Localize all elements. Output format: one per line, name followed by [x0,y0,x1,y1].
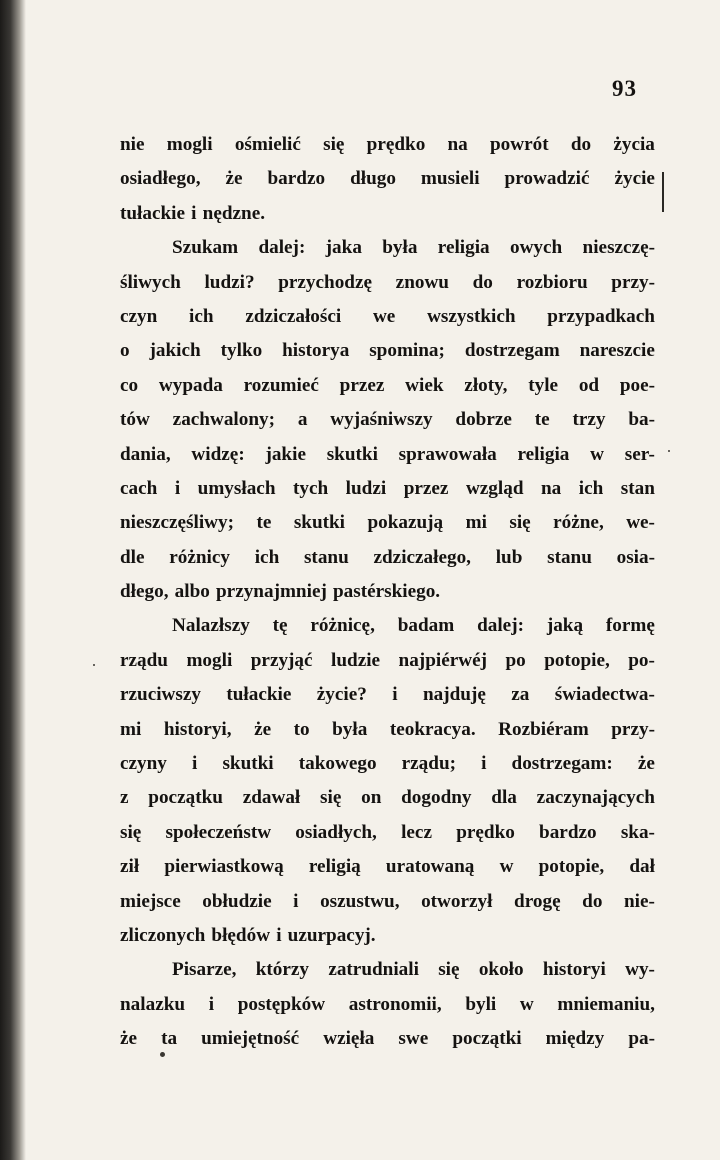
text-line: się społeczeństw osiadłych, lecz prędko bardzo ska- [120,821,655,843]
margin-mark [662,172,664,212]
text-line: rzuciwszy tułackie życie? i najduję za świadectwa- [120,684,655,706]
paragraph [120,128,655,231]
text-line: dle różnicy ich stanu zdziczałego, lub stanu osia- [120,546,655,568]
text-line: że ta umiejętność wzięła swe początki między pa- [120,1028,655,1050]
text-line: nieszczęśliwy; te skutki pokazują mi się różne, we- [120,512,655,534]
text-line: z początku zdawał się on dogodny dla zaczynających [120,787,655,809]
text-line: osiadłego, że bardzo długo musieli prowadzić życie [120,168,655,190]
paragraph [120,953,655,1056]
ink-speck [668,450,670,452]
body-text [120,128,655,1057]
text-line: co wypada rozumieć przez wiek złoty, tyle od poe- [120,374,655,396]
text-line: miejsce obłudzie i oszustwu, otworzył drogę do nie- [120,890,655,912]
text-line: śliwych ludzi? przychodzę znowu do rozbioru przy- [120,271,655,293]
text-line: czyn ich zdziczałości we wszystkich przypadkach [120,305,655,327]
ink-speck [160,1052,165,1057]
text-line: czyny i skutki takowego rządu; i dostrzegam: że [120,753,655,775]
text-line: ził pierwiastkową religią uratowaną w potopie, dał [120,856,655,878]
text-line: Nalazłszy tę różnicę, badam dalej: jaką formę [172,615,655,637]
ink-speck [93,664,95,666]
text-line: cach i umysłach tych ludzi przez wzgląd na ich stan [120,477,655,499]
paragraph [120,231,655,609]
paragraph [120,609,655,953]
text-line: Szukam dalej: jaka była religia owych nieszczę- [172,237,655,259]
text-line: nie mogli ośmielić się prędko na powrót do życia [120,134,655,155]
text-line: zliczonych błędów i uzurpacyj. [120,924,376,946]
page-number: 93 [612,76,637,101]
text-line: nalazku i postępków astronomii, byli w mniemaniu, [120,993,655,1015]
text-line: dłego, albo przynajmniej pastérskiego. [120,581,441,603]
text-line: o jakich tylko historya spomina; dostrzegam nareszcie [120,340,655,362]
text-line: mi historyi, że to była teokracya. Rozbiéram przy- [120,718,655,740]
text-line: tułackie i nędzne. [120,202,266,224]
text-line: dania, widzę: jakie skutki sprawowała religia w ser- [120,443,655,465]
text-line: Pisarze, którzy zatrudniali się około historyi wy- [172,959,655,981]
text-line: tów zachwalony; a wyjaśniwszy dobrze te trzy ba- [120,409,655,431]
book-binding-edge [0,0,26,1160]
text-line: rządu mogli przyjąć ludzie najpiérwéj po potopie, po- [120,649,655,671]
